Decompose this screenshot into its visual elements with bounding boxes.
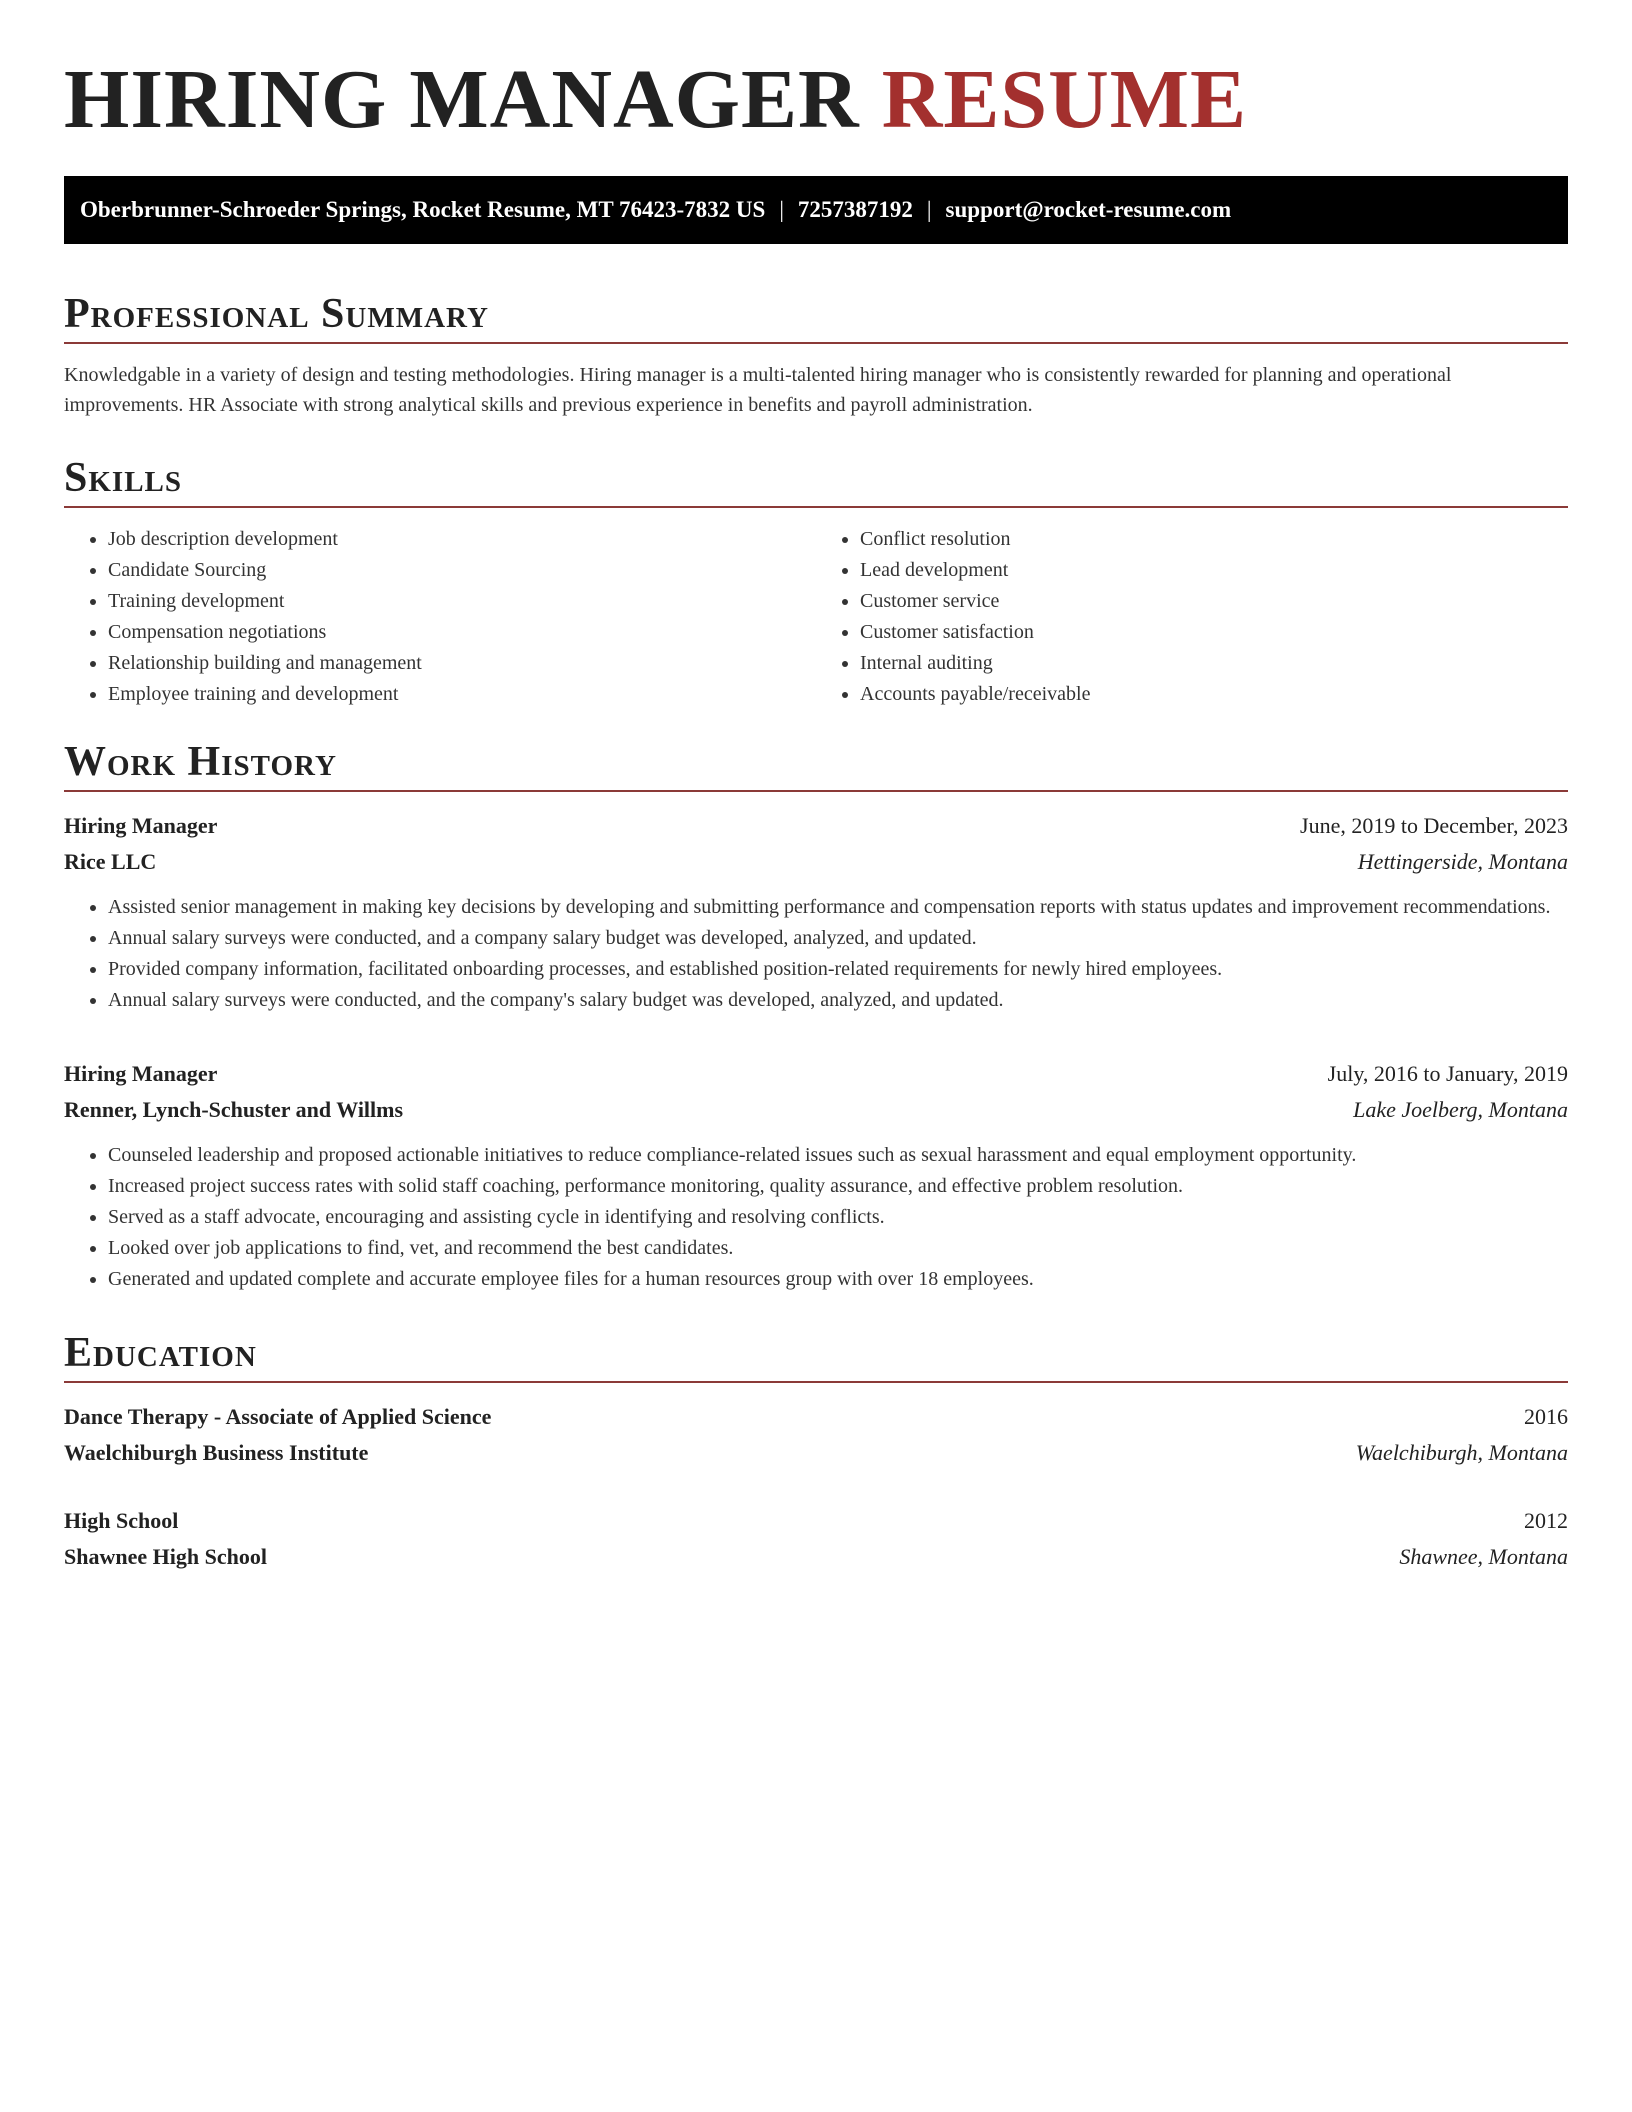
- job-bullet: • Provided company information, facilitated onboarding processes, and established position-related requirements for newly hired employees.: [108, 954, 1568, 985]
- job-entry: [64, 1056, 1568, 1295]
- section-heading-summary: Professional Summary: [64, 291, 489, 337]
- education-location: Shawnee, Montana: [1399, 1544, 1568, 1569]
- job-bullet: • Counseled leadership and proposed actionable initiatives to reduce compliance-related issues such as sexual harassment and equal employment opportunity.: [108, 1140, 1568, 1171]
- job-header-row: [64, 1056, 1568, 1092]
- job-dates: June, 2019 to December, 2023: [1300, 813, 1568, 838]
- skill-item: • Internal auditing: [860, 648, 1568, 679]
- education-degree-row: [64, 1503, 1568, 1539]
- job-bullet: • Assisted senior management in making key decisions by developing and submitting performance and compensation reports with status updates and improvement recommendations.: [108, 892, 1568, 923]
- skill-item: • Lead development: [860, 555, 1568, 586]
- education-degree: High School: [64, 1508, 179, 1533]
- job-bullet: • Served as a staff advocate, encouraging and assisting cycle in identifying and resolving conflicts.: [108, 1202, 1568, 1233]
- skill-item: • Relationship building and management: [108, 648, 816, 679]
- education-school-row: [64, 1539, 1568, 1575]
- skills-column-right: [816, 524, 1568, 710]
- skills-column-left: [64, 524, 816, 710]
- job-header-row: [64, 808, 1568, 844]
- education-degree-row: [64, 1399, 1568, 1435]
- professional-summary-section: [64, 286, 1568, 420]
- education-year: 2012: [1524, 1508, 1568, 1533]
- contact-address: Oberbrunner-Schroeder Springs, Rocket Resume, MT 76423-7832 US: [80, 197, 766, 222]
- title-accent: RESUME: [881, 53, 1248, 146]
- education-school: Waelchiburgh Business Institute: [64, 1440, 369, 1465]
- contact-separator: |: [926, 197, 932, 222]
- job-location: Lake Joelberg, Montana: [1353, 1097, 1568, 1122]
- work-history-section: [64, 734, 1568, 1295]
- summary-text: Knowledgable in a variety of design and testing methodologies. Hiring manager is a multi-talented hiring manager who is consistently rewarded for planning and operational improvements. HR Associate with strong analytical skills and previous experience in benefits and payroll administration.: [64, 364, 1452, 416]
- job-company: Rice LLC: [64, 849, 157, 874]
- job-bullets: [64, 1140, 1568, 1295]
- section-divider: [64, 342, 1568, 344]
- job-bullet: • Increased project success rates with solid staff coaching, performance monitoring, quality assurance, and effective problem resolution.: [108, 1171, 1568, 1202]
- skill-item: • Job description development: [108, 524, 816, 555]
- section-heading-education: Education: [64, 1330, 257, 1376]
- contact-phone[interactable]: 7257387192: [797, 197, 913, 222]
- education-entry: [64, 1503, 1568, 1575]
- skill-item: • Customer satisfaction: [860, 617, 1568, 648]
- education-section: [64, 1325, 1568, 1575]
- skill-item: • Customer service: [860, 586, 1568, 617]
- job-title: Hiring Manager: [64, 1061, 218, 1086]
- skills-section: [64, 450, 1568, 710]
- education-school: Shawnee High School: [64, 1544, 267, 1569]
- section-divider: [64, 1381, 1568, 1383]
- job-bullets: [64, 892, 1568, 1016]
- job-title: Hiring Manager: [64, 813, 218, 838]
- title-main: HIRING MANAGER: [64, 53, 860, 146]
- job-dates: July, 2016 to January, 2019: [1327, 1061, 1568, 1086]
- skill-item: • Accounts payable/receivable: [860, 679, 1568, 710]
- education-school-row: [64, 1435, 1568, 1471]
- section-heading-work: Work History: [64, 739, 337, 785]
- skill-item: • Compensation negotiations: [108, 617, 816, 648]
- job-company-row: [64, 1092, 1568, 1128]
- job-company-row: [64, 844, 1568, 880]
- job-company: Renner, Lynch-Schuster and Willms: [64, 1097, 404, 1122]
- skills-grid: [64, 524, 1568, 710]
- education-entry: [64, 1399, 1568, 1471]
- resume-title: [64, 0, 1568, 144]
- education-degree: Dance Therapy - Associate of Applied Science: [64, 1404, 492, 1429]
- contact-bar: [64, 176, 1568, 244]
- skill-item: • Training development: [108, 586, 816, 617]
- contact-email[interactable]: support@rocket-resume.com: [945, 197, 1232, 222]
- job-bullet: • Annual salary surveys were conducted, and the company's salary budget was developed, analyzed, and updated.: [108, 985, 1568, 1016]
- job-location: Hettingerside, Montana: [1357, 849, 1568, 874]
- skill-item: • Candidate Sourcing: [108, 555, 816, 586]
- skill-item: • Employee training and development: [108, 679, 816, 710]
- job-bullet: • Generated and updated complete and accurate employee files for a human resources group with over 18 employees.: [108, 1264, 1568, 1295]
- section-heading-skills: Skills: [64, 455, 183, 501]
- job-bullet: • Annual salary surveys were conducted, and a company salary budget was developed, analyzed, and updated.: [108, 923, 1568, 954]
- job-entry: [64, 808, 1568, 1016]
- section-divider: [64, 790, 1568, 792]
- section-divider: [64, 506, 1568, 508]
- contact-separator: |: [779, 197, 784, 222]
- education-year: 2016: [1524, 1404, 1568, 1429]
- education-location: Waelchiburgh, Montana: [1355, 1440, 1568, 1465]
- skill-item: • Conflict resolution: [860, 524, 1568, 555]
- job-bullet: • Looked over job applications to find, vet, and recommend the best candidates.: [108, 1233, 1568, 1264]
